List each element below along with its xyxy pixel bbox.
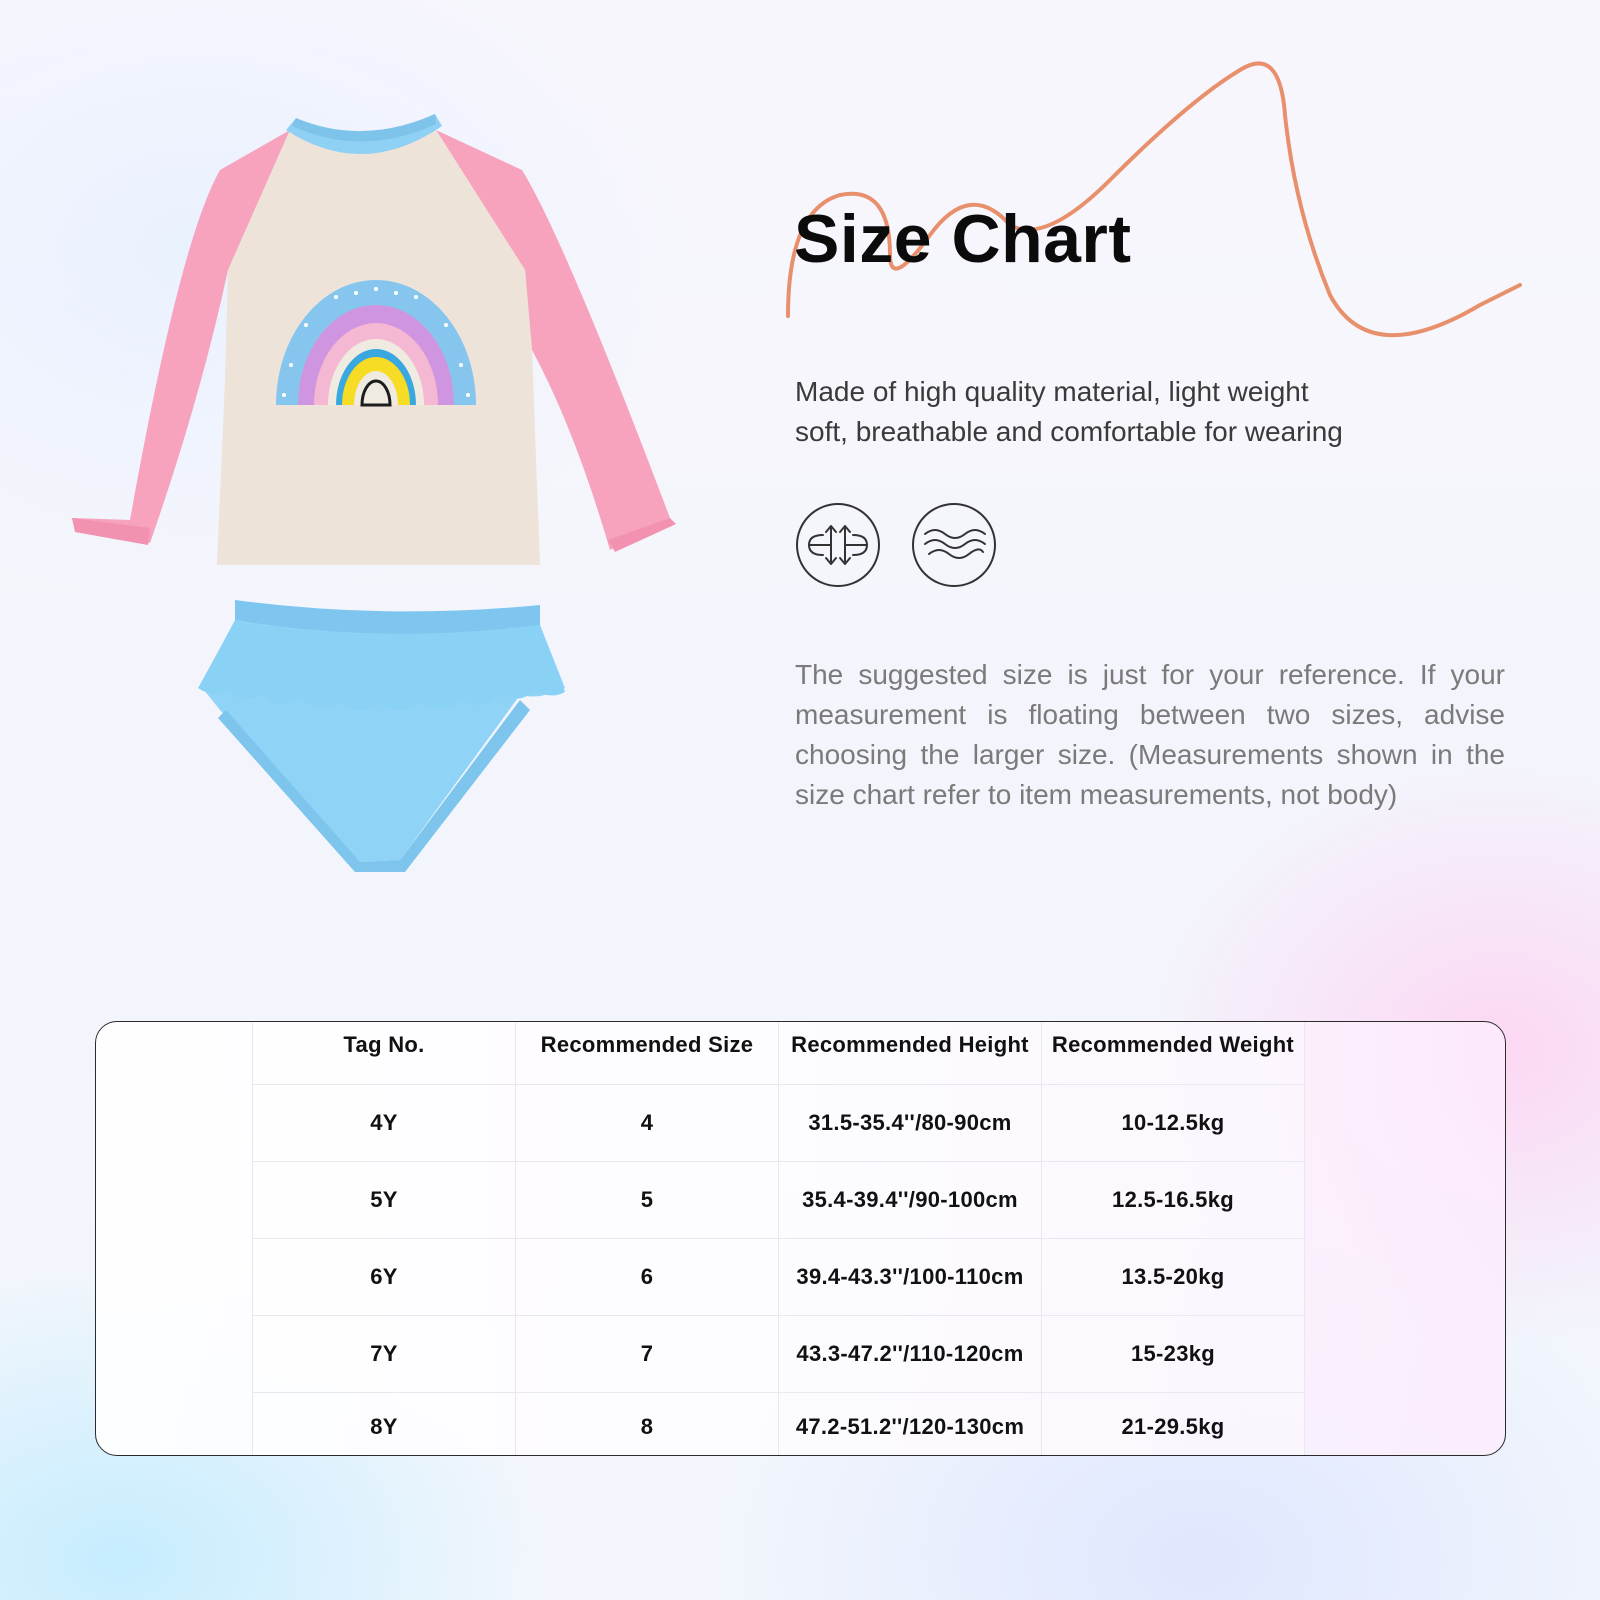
cell-weight: 12.5-16.5kg [1042,1161,1305,1238]
cell-height: 43.3-47.2''/110-120cm [779,1315,1042,1392]
cell-weight: 15-23kg [1042,1315,1305,1392]
cell-weight: 10-12.5kg [1042,1084,1305,1161]
column-header-weight: Recommended Weight [1042,1022,1305,1084]
column-header-size: Recommended Size [516,1022,779,1084]
cell-height: 39.4-43.3''/100-110cm [779,1238,1042,1315]
description-line: Made of high quality material, light weight [795,376,1309,407]
table-row [253,1315,1305,1392]
cell-tag: 8Y [253,1392,516,1456]
feature-icons [795,502,997,588]
breathable-waves-icon [911,502,997,588]
cell-size: 7 [516,1315,779,1392]
product-description [795,372,1435,452]
cell-height: 35.4-39.4''/90-100cm [779,1161,1042,1238]
cell-size: 5 [516,1161,779,1238]
size-table [252,1022,1305,1456]
cell-tag: 4Y [253,1084,516,1161]
column-header-height: Recommended Height [779,1022,1042,1084]
table-row [253,1238,1305,1315]
size-table-panel [95,1021,1506,1456]
cell-tag: 7Y [253,1315,516,1392]
cell-weight: 13.5-20kg [1042,1238,1305,1315]
cell-tag: 5Y [253,1161,516,1238]
decorative-wave [780,40,1540,360]
table-header-row [253,1022,1305,1084]
cell-size: 4 [516,1084,779,1161]
size-notice: The suggested size is just for your reference. If your measurement is floating between two sizes, advise choosing the larger size. (Measurements shown in the size chart refer to item measurements, not body) [795,659,1505,810]
ruffle [198,622,565,710]
swimsuit-illustration [70,100,700,900]
cell-weight: 21-29.5kg [1042,1392,1305,1456]
table-row [253,1084,1305,1161]
table-row [253,1392,1305,1456]
column-header-tag: Tag No. [253,1022,516,1084]
product-image [70,100,700,900]
cell-height: 31.5-35.4''/80-90cm [779,1084,1042,1161]
cell-tag: 6Y [253,1238,516,1315]
page-title: Size Chart [794,201,1132,277]
stretch-fabric-icon [795,502,881,588]
swim-bottoms [198,600,565,872]
description-line: soft, breathable and comfortable for wearing [795,416,1343,447]
cell-size: 6 [516,1238,779,1315]
cell-size: 8 [516,1392,779,1456]
cell-height: 47.2-51.2''/120-130cm [779,1392,1042,1456]
table-row [253,1161,1305,1238]
